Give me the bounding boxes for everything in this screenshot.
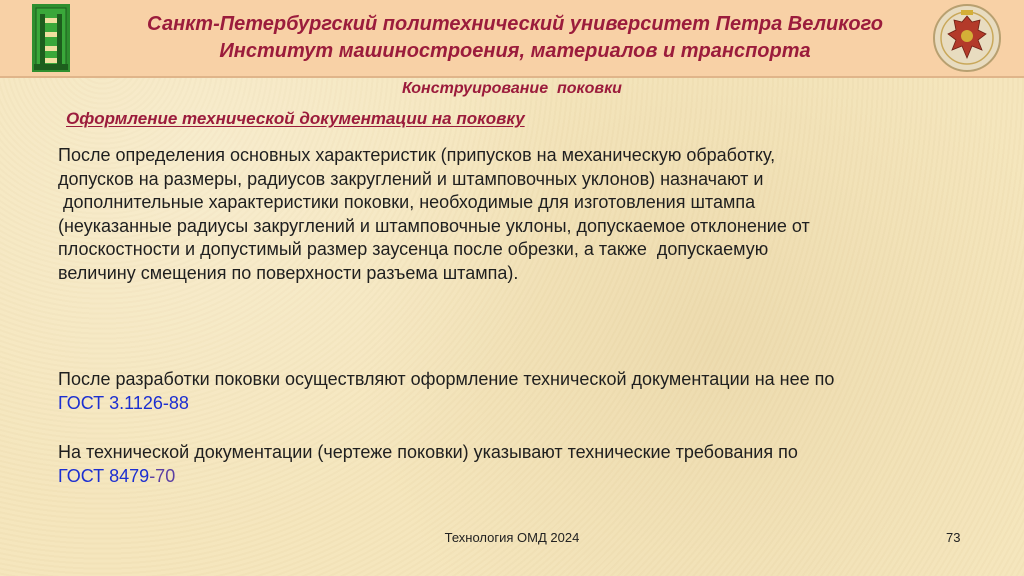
paragraph-line: дополнительные характеристики поковки, необходимые для изготовления штампа [58, 192, 756, 212]
paragraph-requirements [58, 441, 988, 488]
slide-subtitle: Оформление технической документации на поковку [66, 109, 525, 128]
footer-text: Технология ОМД 2024 [444, 530, 580, 545]
paragraph-line: величину смещения по поверхности разъема штампа). [58, 262, 519, 283]
gost-number: ГОСТ 8479 [58, 465, 150, 486]
university-name: Санкт-Петербургский политехнический университет Петра Великого [147, 13, 883, 35]
institute-name: Институт машиностроения, материалов и транспорта [219, 40, 811, 62]
paragraph-documentation [58, 368, 988, 415]
paragraph-line: плоскостности и допустимый размер заусенца после обрезки, а также допускаемую [58, 239, 769, 259]
header-divider [0, 76, 1024, 78]
paragraph-line: После определения основных характеристик (припусков на механическую обработку, [58, 145, 776, 165]
paragraph-line: (неуказанные радиусы закруглений и штамповочные уклоны, допускаемое отклонение от [58, 215, 810, 236]
paragraph-characteristics [58, 144, 988, 285]
gost-reference: ГОСТ 3.1126-88 [58, 392, 189, 413]
paragraph-line: допусков на размеры, радиусов закруглений и штамповочных уклонов) назначают и [58, 168, 764, 189]
omd-institute-logo-icon [32, 4, 70, 72]
header-bar [0, 0, 1024, 76]
page-number: 73 [946, 530, 961, 545]
paragraph-line: На технической документации (чертеже поковки) указывают технические требования по [58, 442, 798, 462]
section-title: Конструирование поковки [402, 80, 622, 97]
university-emblem-icon [932, 2, 1002, 74]
gost-reference [58, 465, 988, 489]
paragraph-line: После разработки поковки осуществляют оформление технической документации на нее по [58, 369, 835, 389]
gost-year: -70 [149, 465, 176, 486]
